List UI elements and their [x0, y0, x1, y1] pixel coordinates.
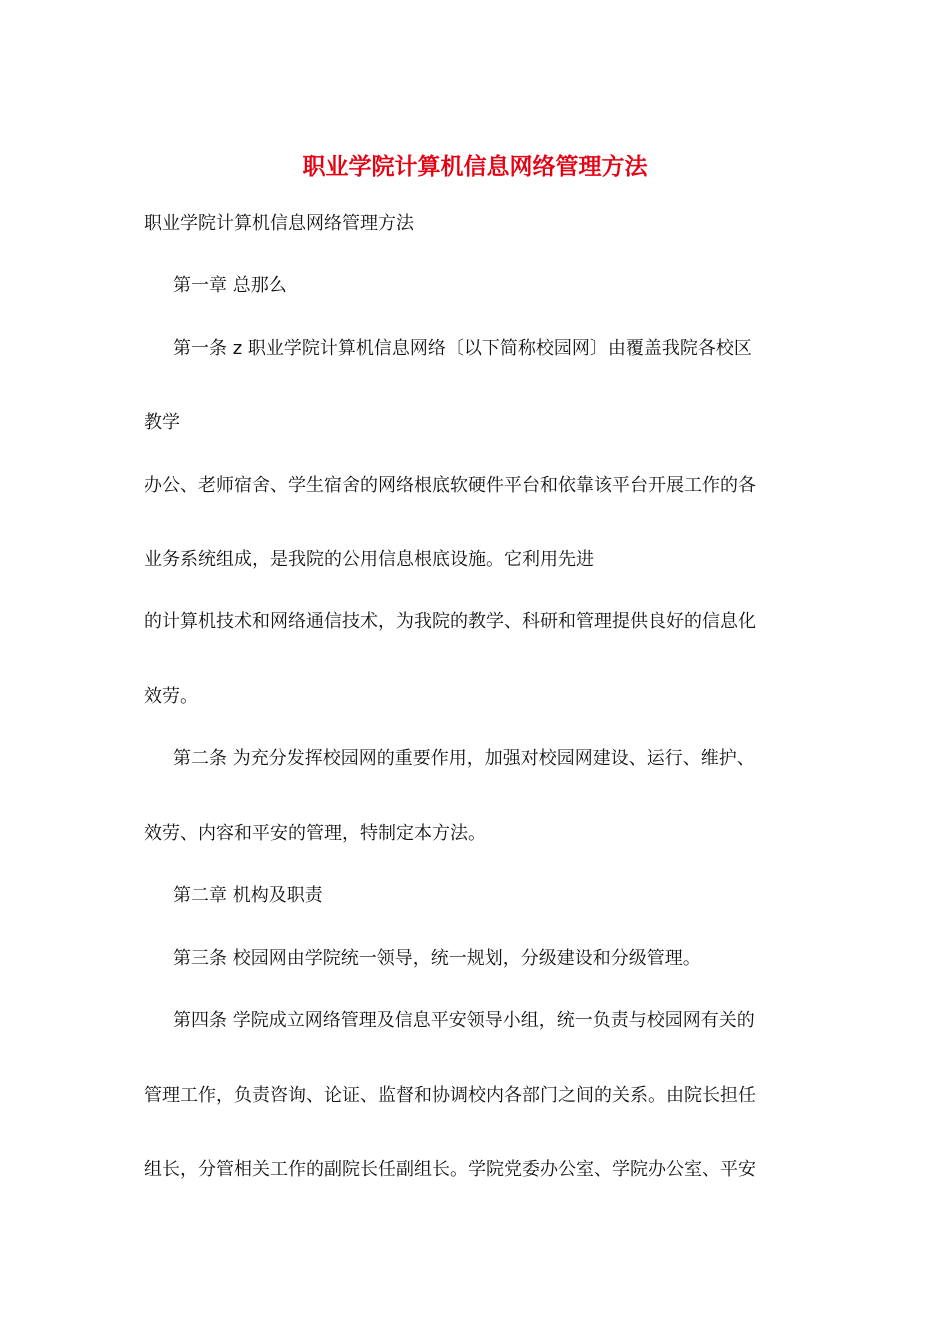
text-line: 第四条 学院成立网络管理及信息平安领导小组，统一负责与校园网有关的: [173, 1010, 755, 1031]
chapter-heading: 第一章 总那么: [173, 275, 287, 296]
chapter-heading: 第二章 机构及职责: [173, 885, 323, 906]
text-line: 效劳、内容和平安的管理，特制定本方法。: [144, 823, 486, 844]
text-line: 业务系统组成，是我院的公用信息根底设施。它利用先进: [144, 549, 594, 570]
text-line: 第一条 z 职业学院计算机信息网络〔以下简称校园网〕由覆盖我院各校区: [173, 338, 752, 359]
text-line: 效劳。: [144, 686, 198, 707]
text-line: 的计算机技术和网络通信技术，为我院的教学、科研和管理提供良好的信息化: [144, 611, 756, 632]
text-line: 办公、老师宿舍、学生宿舍的网络根底软硬件平台和依靠该平台开展工作的各: [144, 475, 756, 496]
document-title: 职业学院计算机信息网络管理方法: [302, 153, 648, 180]
text-line: 职业学院计算机信息网络管理方法: [144, 213, 414, 234]
text-line: 组长，分管相关工作的副院长任副组长。学院党委办公室、学院办公室、平安: [144, 1159, 756, 1180]
text-line: 第二条 为充分发挥校园网的重要作用，加强对校园网建设、运行、维护、: [173, 748, 755, 769]
text-line: 第三条 校园网由学院统一领导，统一规划，分级建设和分级管理。: [173, 948, 701, 969]
text-line: 教学: [144, 412, 180, 433]
text-line: 管理工作，负责咨询、论证、监督和协调校内各部门之间的关系。由院长担任: [144, 1085, 756, 1106]
